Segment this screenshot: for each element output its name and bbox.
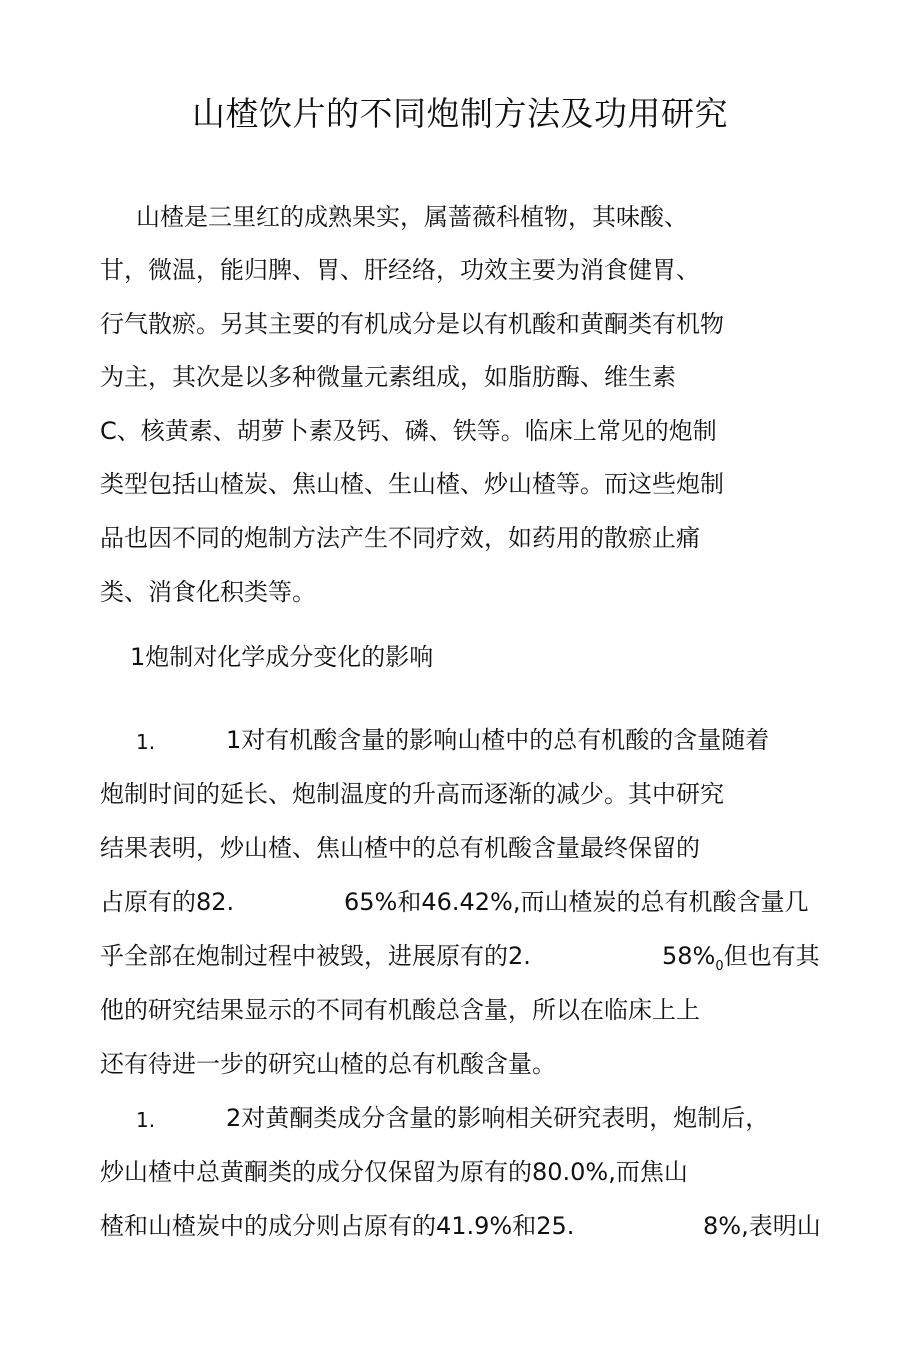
sec11-line-3: 结果表明，炒山楂、焦山楂中的总有机酸含量最终保留的 bbox=[100, 834, 700, 862]
sec12-line-3a: 楂和山楂炭中的成分则占原有的41.9%和25. bbox=[100, 1212, 575, 1240]
sec11-line-7: 还有待进一步的研究山楂的总有机酸含量。 bbox=[100, 1050, 556, 1078]
sec11-line-5c: 但也有其 bbox=[723, 942, 820, 970]
document-title: 山楂饮片的不同炮制方法及功用研究 bbox=[192, 94, 728, 133]
intro-line-5: C、核黄素、胡萝卜素及钙、磷、铁等。临床上常见的炮制 bbox=[100, 417, 717, 445]
sec11-line-5b bbox=[662, 936, 820, 987]
sec11-line-1: 1对有机酸含量的影响山楂中的总有机酸的含量随着 bbox=[226, 726, 770, 754]
intro-line-1: 山楂是三里红的成熟果实，属蔷薇科植物，其味酸、 bbox=[136, 203, 688, 231]
sec12-line-2: 炒山楂中总黄酮类的成分仅保留为原有的80.0%,而焦山 bbox=[100, 1158, 688, 1186]
sec11-line-4b: 65%和46.42%,而山楂炭的总有机酸含量几 bbox=[344, 888, 809, 916]
sec12-line-3b: 8%,表明山 bbox=[703, 1212, 821, 1240]
intro-line-7: 品也因不同的炮制方法产生不同疗效，如药用的散瘀止痛 bbox=[100, 524, 700, 552]
sec11-line-2: 炮制时间的延长、炮制温度的升高而逐渐的减少。其中研究 bbox=[100, 780, 724, 808]
sec11-line-6: 他的研究结果显示的不同有机酸总含量，所以在临床上上 bbox=[100, 996, 700, 1024]
sec11-line-5a: 乎全部在炮制过程中被毁，进展原有的2. bbox=[100, 942, 531, 970]
section-heading-1: 1炮制对化学成分变化的影响 bbox=[130, 643, 434, 671]
sec11-line-5b-text: 58% bbox=[662, 942, 716, 970]
intro-line-6: 类型包括山楂炭、焦山楂、生山楂、炒山楂等。而这些炮制 bbox=[100, 470, 724, 498]
intro-line-4: 为主，其次是以多种微量元素组成，如脂肪酶、维生素 bbox=[100, 363, 676, 391]
sec11-line-4a: 占原有的82. bbox=[100, 888, 235, 916]
sec11-number: 1. bbox=[136, 730, 156, 754]
sec12-line-1: 2对黄酮类成分含量的影响相关研究表明，炮制后， bbox=[226, 1104, 770, 1132]
intro-line-3: 行气散瘀。另其主要的有机成分是以有机酸和黄酮类有机物 bbox=[100, 310, 724, 338]
sec11-line-5-sub: 0 bbox=[715, 958, 724, 974]
sec12-number: 1. bbox=[136, 1108, 156, 1132]
intro-line-2: 甘，微温，能归脾、胃、肝经络，功效主要为消食健胃、 bbox=[100, 256, 700, 284]
intro-line-8: 类、消食化积类等。 bbox=[100, 578, 316, 606]
